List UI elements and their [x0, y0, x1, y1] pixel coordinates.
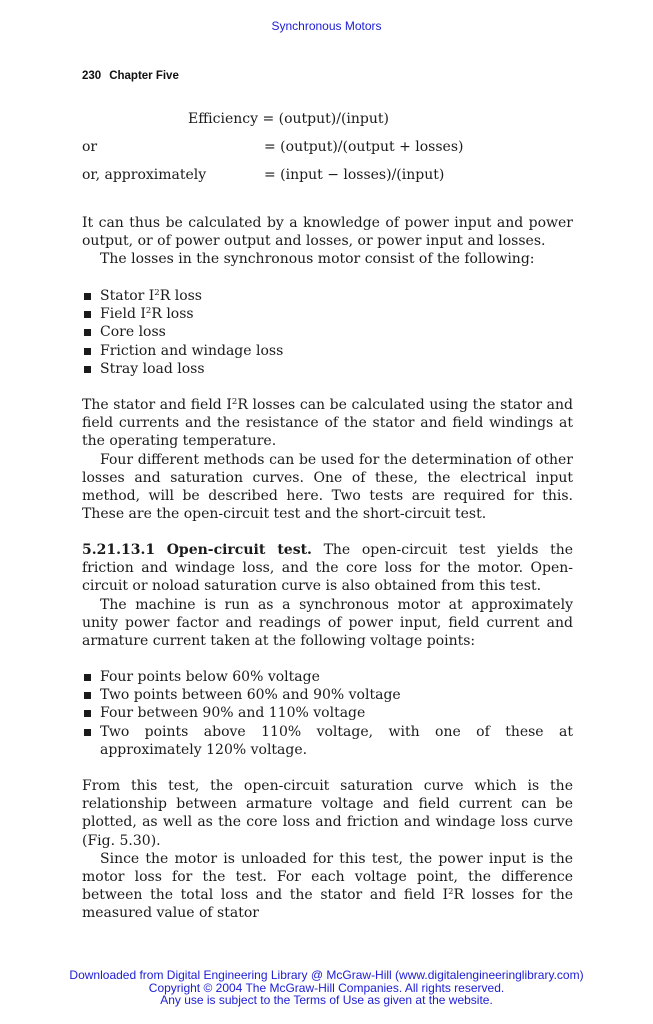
equation-rhs: = (input − losses)/(input) — [264, 167, 445, 183]
list-item: Four between 90% and 110% voltage — [82, 704, 573, 722]
bullet-icon — [84, 674, 91, 681]
bullet-icon — [84, 710, 91, 717]
paragraph: Four different methods can be used for the determination of other losses and saturation curves. One of these, the electrical input method, will be described here. Two tests are required for this. These are the open-circuit test and the short-circuit test. — [82, 451, 573, 523]
list-item: Two points above 110% voltage, with one of these at approximately 120% voltage. — [82, 723, 573, 759]
bullet-icon — [84, 329, 91, 336]
bullet-icon — [84, 729, 91, 736]
equation-rhs: Efficiency = (output)/(input) — [188, 111, 389, 127]
bullet-icon — [84, 348, 91, 355]
list-item: Field $I^2R$ loss — [82, 305, 573, 323]
equation-lhs: or — [82, 139, 98, 155]
loss-list — [82, 287, 573, 378]
footer-link[interactable]: Downloaded from Digital Engineering Library @ McGraw-Hill (www.digitalengineeringlibrary.com) — [69, 968, 584, 982]
list-item: Core loss — [82, 323, 573, 341]
list-item: Friction and windage loss — [82, 342, 573, 360]
list-item: Four points below 60% voltage — [82, 668, 573, 686]
paragraph: 5.21.13.1 Open-circuit test. The open-circuit test yields the friction and windage loss, and the core loss for the motor. Open-circuit or noload saturation curve is also obtained from this test. — [82, 542, 574, 595]
paragraph: From this test, the open-circuit saturation curve which is the relationship between armature voltage and field current can be plotted, as well as the core loss and friction and windage loss curve (Fig. 5.30). — [82, 778, 573, 849]
paragraph: The machine is run as a synchronous motor at approximately unity power factor and readings of power input, field current and armature current taken at the following voltage points: — [82, 596, 573, 650]
equation-lhs: or, approximately — [82, 167, 207, 183]
list-item: Two points between 60% and 90% voltage — [82, 686, 573, 704]
bullet-icon — [84, 692, 91, 699]
paragraph: The stator and field $I^2R$ losses can be calculated using the stator and field currents and the resistance of the stator and field windings at the operating temperature. — [82, 397, 574, 450]
section-open-circuit — [82, 541, 573, 650]
paragraph: The losses in the synchronous motor consist of the following: — [100, 251, 535, 268]
paragraph-intro — [82, 214, 573, 269]
header-link[interactable]: Synchronous Motors — [271, 19, 382, 33]
bullet-icon — [84, 366, 91, 373]
list-item: Stray load loss — [82, 360, 573, 378]
paragraph-results — [82, 777, 573, 923]
page-number: 230 — [82, 70, 102, 82]
section-title: Open-circuit test. — [166, 542, 312, 558]
section-number: 5.21.13.1 — [82, 542, 156, 558]
chapter-title: Chapter Five — [109, 70, 179, 82]
list-item: Stator $I^2R$ loss — [82, 287, 573, 305]
equation-rhs: = (output)/(output + losses) — [264, 139, 464, 155]
running-head — [82, 70, 179, 82]
bullet-icon — [84, 293, 91, 300]
footer-copyright[interactable]: Copyright © 2004 The McGraw-Hill Companies. All rights reserved. — [148, 980, 505, 995]
paragraph: Since the motor is unloaded for this test, the power input is the motor loss for the test. For each voltage point, the difference between the total loss and the stator and field $I^2R$ losses for the measured value of stator — [82, 850, 574, 922]
voltage-list — [82, 668, 573, 759]
paragraph: It can thus be calculated by a knowledge of power input and power output, or of power output and losses, or power input and losses. — [82, 215, 573, 250]
paragraph-losses — [82, 396, 573, 523]
footer-terms[interactable]: Any use is subject to the Terms of Use as given at the website. — [160, 993, 493, 1007]
bullet-icon — [84, 311, 91, 318]
footer — [0, 969, 653, 1007]
